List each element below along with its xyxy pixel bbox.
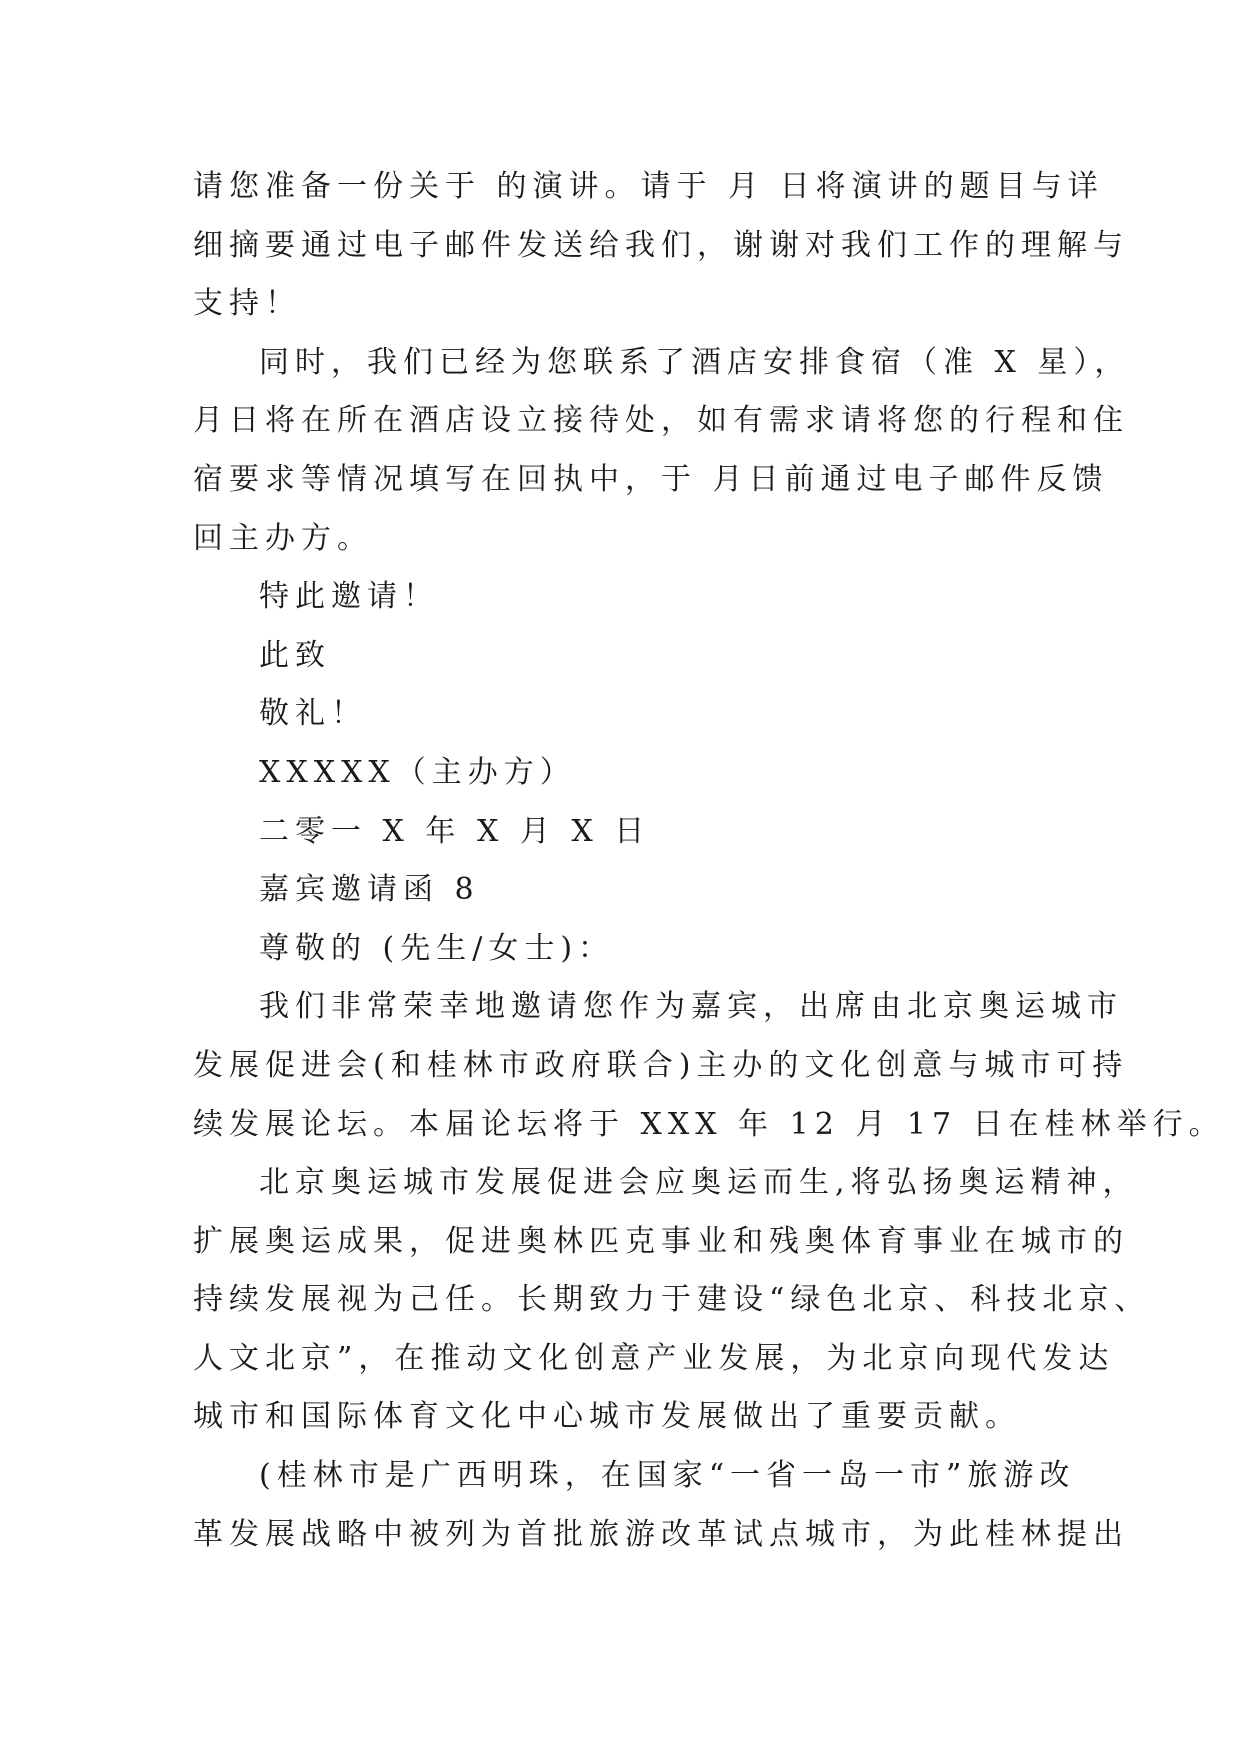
text-line: 人文北京”，在推动文化创意产业发展，为北京向现代发达: [193, 1340, 1115, 1376]
text-line: (桂林市是广西明珠，在国家“一省一岛一市”旅游改: [259, 1458, 1076, 1494]
salutation-close: 此致: [259, 637, 331, 673]
text-line: 北京奥运城市发展促进会应奥运而生,将弘扬奥运精神，: [259, 1165, 1139, 1201]
text-line: 续发展论坛。本届论坛将于 XXX 年 12 月 17 日在桂林举行。: [193, 1106, 1225, 1142]
text-line: 城市和国际体育文化中心城市发展做出了重要贡献。: [193, 1399, 1021, 1435]
organizer-signature: XXXXX（主办方）: [259, 754, 576, 790]
text-line: 回主办方。: [193, 520, 373, 556]
text-line: 持续发展视为己任。长期致力于建设“绿色北京、科技北京、: [193, 1282, 1151, 1318]
text-line: 请您准备一份关于 的演讲。请于 月 日将演讲的题目与详: [193, 169, 1104, 204]
document-body: [193, 158, 1225, 1564]
text-line: 我们非常荣幸地邀请您作为嘉宾，出席由北京奥运城市: [259, 989, 1123, 1025]
text-line: 同时，我们已经为您联系了酒店安排食宿（准 X 星），: [259, 344, 1131, 380]
greeting: 尊敬的 (先生/女士)：: [259, 930, 615, 966]
salutation-regards: 敬礼！: [259, 696, 367, 732]
signature-date: 二零一 X 年 X 月 X 日: [259, 813, 651, 849]
text-line: 宿要求等情况填写在回执中，于 月日前通过电子邮件反馈: [193, 461, 1109, 497]
text-line: 发展促进会(和桂林市政府联合)主办的文化创意与城市可持: [193, 1047, 1129, 1083]
text-line: 细摘要通过电子邮件发送给我们，谢谢对我们工作的理解与: [193, 227, 1129, 263]
text-line: 革发展战略中被列为首批旅游改革试点城市，为此桂林提出: [193, 1516, 1129, 1552]
text-line: 月日将在所在酒店设立接待处，如有需求请将您的行程和住: [193, 403, 1129, 439]
closing-invitation: 特此邀请！: [259, 579, 439, 615]
section-heading: 嘉宾邀请函 8: [259, 872, 480, 908]
text-line: 扩展奥运成果，促进奥林匹克事业和残奥体育事业在城市的: [193, 1223, 1129, 1259]
text-line: 支持！: [193, 286, 301, 322]
